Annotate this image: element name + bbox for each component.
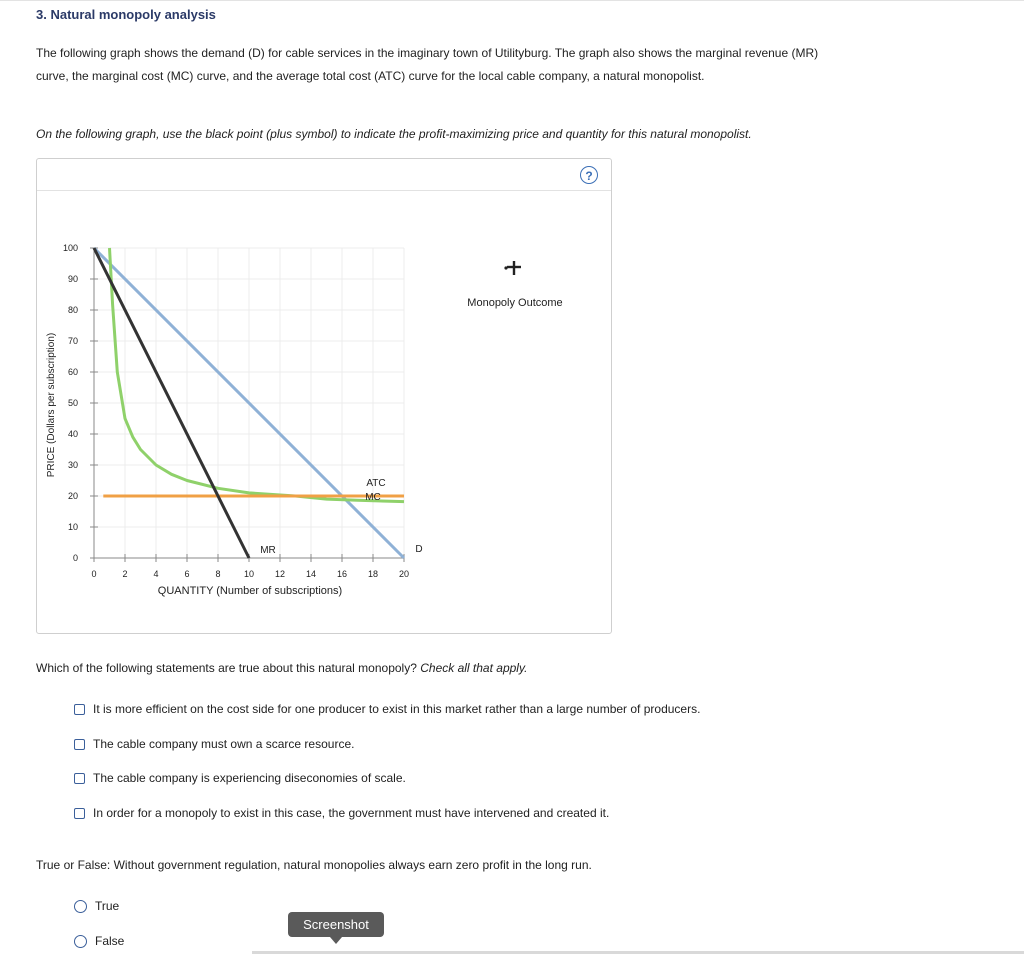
question-2-text: True or False: Without government regulation, natural monopolies always earn zero profit in the long run. <box>36 858 592 872</box>
option-true[interactable] <box>74 899 119 913</box>
x-axis-label: QUANTITY (Number of subscriptions) <box>157 585 343 597</box>
graph-panel <box>36 158 612 634</box>
x-tick-label: 4 <box>153 569 159 579</box>
atc-curve-label: ATC <box>366 478 386 489</box>
intro-line-1: The following graph shows the demand (D) for cable services in the imaginary town of Utilityburg. The graph also shows the marginal revenue (MR) <box>36 46 819 60</box>
x-tick-label: 8 <box>215 569 221 579</box>
y-tick-label: 90 <box>67 274 78 284</box>
screenshot-button[interactable]: Screenshot <box>288 912 384 937</box>
option-label: In order for a monopoly to exist in this case, the government must have intervened and created it. <box>93 806 610 820</box>
x-tick-label: 10 <box>243 569 255 579</box>
section-title: 3. Natural monopoly analysis <box>36 7 216 22</box>
option-label: False <box>95 934 125 948</box>
option-label: The cable company must own a scarce resource. <box>93 737 355 751</box>
mc-curve-label: MC <box>365 492 381 503</box>
question-1-hint: Check all that apply. <box>420 661 528 675</box>
x-tick-label: 18 <box>367 569 379 579</box>
top-divider <box>0 0 1024 1</box>
option-false[interactable] <box>74 934 124 948</box>
checkbox[interactable] <box>74 773 85 784</box>
legend-label: Monopoly Outcome <box>467 297 563 309</box>
x-tick-label: 2 <box>122 569 128 579</box>
y-tick-label: 20 <box>67 491 78 501</box>
x-tick-label: 6 <box>184 569 190 579</box>
y-tick-label: 10 <box>67 522 78 532</box>
x-tick-label: 12 <box>274 569 286 579</box>
y-tick-label: 60 <box>67 367 78 377</box>
y-tick-label: 50 <box>67 398 78 408</box>
radio-button[interactable] <box>74 900 87 913</box>
option-scarce-resource[interactable] <box>74 737 354 751</box>
mr-curve-label: MR <box>260 545 276 556</box>
intro-line-2: curve, the marginal cost (MC) curve, and the average total cost (ATC) curve for the local cable company, a natural monopolist. <box>36 69 705 83</box>
option-government-created[interactable] <box>74 806 609 820</box>
y-tick-label: 70 <box>67 336 78 346</box>
radio-button[interactable] <box>74 935 87 948</box>
y-tick-label: 0 <box>72 553 78 563</box>
d-curve-label: D <box>415 544 423 555</box>
x-tick-label: 0 <box>91 569 97 579</box>
checkbox[interactable] <box>74 808 85 819</box>
question-1 <box>36 661 527 675</box>
option-label: The cable company is experiencing diseconomies of scale. <box>93 771 406 785</box>
y-tick-label: 80 <box>67 305 78 315</box>
series-atc-curve <box>110 248 405 502</box>
help-icon[interactable]: ? <box>580 166 598 184</box>
checkbox[interactable] <box>74 739 85 750</box>
y-tick-label: 40 <box>67 429 78 439</box>
checkbox[interactable] <box>74 704 85 715</box>
y-tick-label: 30 <box>67 460 78 470</box>
monopoly-chart <box>37 159 611 633</box>
y-tick-label: 100 <box>62 243 78 253</box>
option-label: True <box>95 899 120 913</box>
screenshot-tooltip-caret <box>330 937 342 944</box>
y-axis-label: PRICE (Dollars per subscription) <box>46 332 57 478</box>
option-efficient-one-producer[interactable] <box>74 702 700 716</box>
graph-instruction: On the following graph, use the black point (plus symbol) to indicate the profit-maximizing price and quantity for this natural monopolist. <box>36 127 752 141</box>
chart-axes <box>90 248 404 562</box>
legend-plus-point[interactable] <box>504 261 521 275</box>
x-tick-label: 16 <box>336 569 348 579</box>
x-tick-label: 20 <box>398 569 410 579</box>
question-1-text: Which of the following statements are true about this natural monopoly? <box>36 661 417 675</box>
option-diseconomies-of-scale[interactable] <box>74 771 406 785</box>
plus-point-icon[interactable] <box>507 261 521 275</box>
option-label: It is more efficient on the cost side for one producer to exist in this market rather than a large number of producers. <box>93 702 701 716</box>
x-tick-label: 14 <box>305 569 317 579</box>
